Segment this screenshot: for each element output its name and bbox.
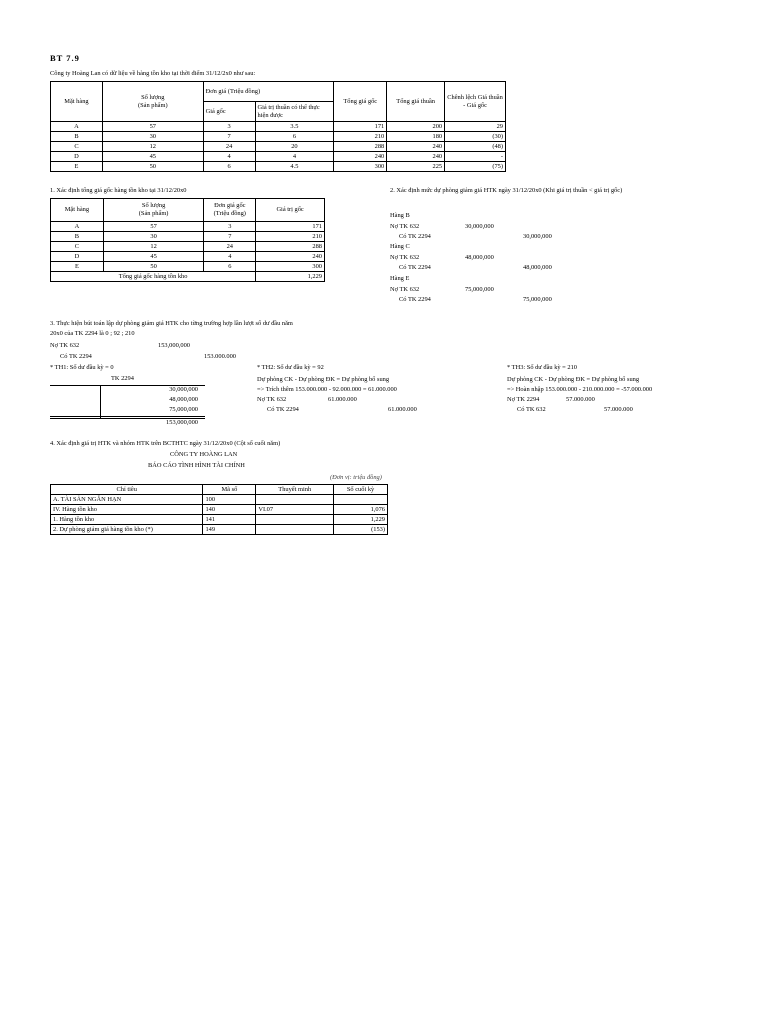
table-row	[51, 525, 388, 535]
cell-item: A	[51, 222, 104, 232]
cell-total-nrv: 180	[387, 132, 445, 142]
cell-cost: 3	[204, 222, 256, 232]
cell-total-cost: 171	[334, 122, 387, 132]
th2-credit-amt: 61.000.000	[388, 406, 417, 413]
cell-cost: 7	[204, 232, 256, 242]
cell-qty: 45	[102, 152, 203, 162]
cell-total-cost: 300	[334, 162, 387, 172]
cell-qty: 12	[103, 242, 204, 252]
header-qty-unit: (Sản phẩm)	[137, 101, 168, 109]
financial-position-table	[50, 484, 388, 535]
cell-item: D	[51, 152, 103, 162]
cell-cost: 6	[203, 162, 255, 172]
q1-header-value: Giá trị gốc	[256, 199, 325, 222]
cell-qty: 50	[102, 162, 203, 172]
q3-debit: Nợ TK 632	[50, 342, 80, 349]
cell-diff: (30)	[445, 132, 506, 142]
cell-diff: 29	[445, 122, 506, 132]
q4-report-title: BÁO CÁO TÌNH HÌNH TÀI CHÍNH	[148, 462, 245, 469]
th3-debit: Nợ TK 2294	[507, 396, 540, 403]
table-row	[51, 262, 325, 272]
th3-formula: Dự phòng CK - Dự phòng ĐK = Dự phòng bổ sung	[507, 376, 640, 383]
q2-credit-amt-e: 75,000,000	[523, 296, 552, 303]
cell-note: VI.07	[256, 505, 334, 515]
cell-nrv: 4.5	[255, 162, 334, 172]
cell-code: 100	[203, 495, 256, 505]
cell-code: 140	[203, 505, 256, 515]
th2-result: => Trích thêm 153.000.000 - 92.000.000 = 61.000.000	[257, 386, 397, 393]
th3-title: * TH3: Số dư đầu kỳ = 210	[507, 364, 577, 371]
cell-value: 210	[256, 232, 325, 242]
q1-header-unit-cost	[204, 199, 256, 222]
th2-debit: Nợ TK 632	[257, 396, 287, 403]
cell-total-nrv: 240	[387, 142, 445, 152]
cell-total-cost: 210	[334, 132, 387, 142]
cell-end: 1,229	[334, 515, 388, 525]
cell-end: 1,076	[334, 505, 388, 515]
cell-diff: -	[445, 152, 506, 162]
header-item: Mặt hàng	[51, 82, 103, 122]
cell-item: E	[51, 162, 103, 172]
cell-qty: 57	[103, 222, 204, 232]
cell-cost: 7	[203, 132, 255, 142]
header-qty	[102, 82, 203, 122]
th3-credit-amt: 57.000.000	[604, 406, 633, 413]
table-row	[51, 495, 388, 505]
th1-total: 153,000,000	[166, 419, 198, 426]
table-row	[51, 252, 325, 262]
q4-header-note: Thuyết minh	[256, 485, 334, 495]
table-row	[51, 122, 506, 132]
q2-label-b: Hàng B	[390, 212, 410, 219]
cell-cost: 6	[204, 262, 256, 272]
cell-qty: 50	[103, 262, 204, 272]
cell-code: 141	[203, 515, 256, 525]
q1-header-unit-cost-label: Đơn giá gốc	[214, 202, 246, 209]
table-row	[51, 222, 325, 232]
th1-title: * TH1: Số dư đầu kỳ = 0	[50, 364, 114, 371]
cell-diff: (48)	[445, 142, 506, 152]
cell-note	[256, 515, 334, 525]
th1-account: TK 2294	[111, 375, 134, 382]
header-qty-label: Số lượng	[141, 93, 165, 101]
q2-credit-b: Có TK 2294	[399, 233, 431, 240]
cell-item: A. TÀI SẢN NGẮN HẠN	[51, 495, 203, 505]
th1-amount-1: 30,000,000	[169, 386, 198, 393]
exercise-title: BT 7.9	[50, 53, 80, 63]
cell-end	[334, 495, 388, 505]
q1-heading: 1. Xác định tổng giá gốc hàng tồn kho tại 31/12/20x0	[50, 187, 187, 194]
header-diff: Chênh lệch Giá thuần - Giá gốc	[445, 82, 506, 122]
q3-heading-line1: 3. Thực hiện bút toán lập dự phòng giảm giá HTK cho từng trường hợp lần lượt số dư đầu năm	[50, 320, 293, 327]
cell-item: C	[51, 142, 103, 152]
table-row	[51, 142, 506, 152]
cell-item: E	[51, 262, 104, 272]
cell-code: 149	[203, 525, 256, 535]
q2-heading: 2. Xác định mức dự phòng giảm giá HTK ngày 31/12/20x0 (Khi giá trị thuần < giá trị gốc)	[390, 187, 623, 194]
cell-cost: 4	[204, 252, 256, 262]
table-row	[51, 152, 506, 162]
cell-value: 300	[256, 262, 325, 272]
cell-item: D	[51, 252, 104, 262]
q1-total-label: Tổng giá gốc hàng tồn kho	[51, 272, 256, 282]
table-row	[51, 242, 325, 252]
inventory-data-table	[50, 81, 506, 172]
cell-qty: 30	[103, 232, 204, 242]
t-account-center-line	[100, 385, 101, 419]
q3-credit-amt: 153.000.000	[204, 353, 236, 360]
th3-result: => Hoàn nhập 153.000.000 - 210.000.000 = -57.000.000	[507, 386, 653, 393]
cell-cost: 24	[204, 242, 256, 252]
q4-header-end: Số cuối kỳ	[334, 485, 388, 495]
q4-header-item: Chỉ tiêu	[51, 485, 203, 495]
cell-total-cost: 288	[334, 142, 387, 152]
table-row	[51, 232, 325, 242]
q2-debit-amt-c: 48,000,000	[465, 254, 494, 261]
th3-credit: Có TK 632	[517, 406, 546, 413]
cell-item: 2. Dự phòng giảm giá hàng tồn kho (*)	[51, 525, 203, 535]
cell-item: A	[51, 122, 103, 132]
q1-header-qty	[103, 199, 204, 222]
q2-credit-amt-b: 30,000,000	[523, 233, 552, 240]
cell-nrv: 20	[255, 142, 334, 152]
header-nrv: Giá trị thuần có thể thực hiện được	[255, 102, 334, 122]
q4-heading: 4. Xác định giá trị HTK và nhóm HTK trên BCTHTC ngày 31/12/20x0 (Cột số cuối năm)	[50, 440, 281, 447]
q4-header-code: Mã số	[203, 485, 256, 495]
table-row	[51, 515, 388, 525]
t-account-total-line-1	[50, 416, 205, 417]
cell-value: 288	[256, 242, 325, 252]
cell-item: IV. Hàng tồn kho	[51, 505, 203, 515]
cell-cost: 24	[203, 142, 255, 152]
q2-label-c: Hàng C	[390, 243, 410, 250]
cell-item: 1. Hàng tồn kho	[51, 515, 203, 525]
cell-qty: 57	[102, 122, 203, 132]
header-total-nrv: Tổng giá thuần	[387, 82, 445, 122]
q2-credit-amt-c: 48,000,000	[523, 264, 552, 271]
cell-qty: 30	[102, 132, 203, 142]
intro-text: Công ty Hoàng Lan có dữ liệu về hàng tồn kho tại thời điểm 31/12/2x0 như sau:	[50, 70, 256, 77]
cell-cost: 4	[203, 152, 255, 162]
q2-credit-c: Có TK 2294	[399, 264, 431, 271]
cell-item: B	[51, 132, 103, 142]
q3-credit: Có TK 2294	[60, 353, 92, 360]
table-row	[51, 162, 506, 172]
q3-heading-line2: 20x0 của TK 2294 là 0 ; 92 ; 210	[50, 330, 135, 337]
q2-debit-amt-e: 75,000,000	[465, 286, 494, 293]
header-cost: Giá gốc	[203, 102, 255, 122]
q2-debit-c: Nợ TK 632	[390, 254, 420, 261]
cell-diff: (75)	[445, 162, 506, 172]
cell-nrv: 6	[255, 132, 334, 142]
q1-header-qty-label: Số lượng	[141, 202, 166, 209]
header-total-cost: Tổng giá gốc	[334, 82, 387, 122]
q2-debit-e: Nợ TK 632	[390, 286, 420, 293]
cell-item: B	[51, 232, 104, 242]
th1-amount-2: 48,000,000	[169, 396, 198, 403]
q2-debit-b: Nợ TK 632	[390, 223, 420, 230]
th2-formula: Dự phòng CK - Dự phòng ĐK = Dự phòng bổ sung	[257, 376, 390, 383]
cell-total-nrv: 225	[387, 162, 445, 172]
cell-total-cost: 240	[334, 152, 387, 162]
q1-header-item: Mặt hàng	[51, 199, 104, 222]
cell-end: (153)	[334, 525, 388, 535]
cell-note	[256, 525, 334, 535]
th2-credit: Có TK 2294	[267, 406, 299, 413]
cell-note	[256, 495, 334, 505]
q2-label-e: Hàng E	[390, 275, 410, 282]
q1-total-value: 1,229	[256, 272, 325, 282]
cell-qty: 45	[103, 252, 204, 262]
cell-nrv: 3.5	[255, 122, 334, 132]
q3-debit-amt: 153,000,000	[158, 342, 190, 349]
cell-nrv: 4	[255, 152, 334, 162]
th2-title: * TH2: Số dư đầu kỳ = 92	[257, 364, 324, 371]
cell-value: 240	[256, 252, 325, 262]
th3-debit-amt: 57.000.000	[566, 396, 595, 403]
cell-qty: 12	[102, 142, 203, 152]
q4-unit-note: (Đơn vị: triệu đồng)	[330, 474, 382, 481]
q2-credit-e: Có TK 2294	[399, 296, 431, 303]
q2-debit-amt-b: 30,000,000	[465, 223, 494, 230]
table-row	[51, 505, 388, 515]
q4-company: CÔNG TY HOÀNG LAN	[170, 451, 238, 458]
cell-total-nrv: 240	[387, 152, 445, 162]
q1-cost-table	[50, 198, 325, 282]
th2-debit-amt: 61.000.000	[328, 396, 357, 403]
header-unit-price: Đơn giá (Triệu đồng)	[203, 82, 334, 102]
th1-amount-3: 75,000,000	[169, 406, 198, 413]
cell-item: C	[51, 242, 104, 252]
cell-total-nrv: 200	[387, 122, 445, 132]
q1-header-qty-unit: (Sản phẩm)	[138, 210, 169, 217]
q1-header-unit-cost-unit: (Triệu đồng)	[213, 210, 246, 217]
table-row	[51, 132, 506, 142]
cell-value: 171	[256, 222, 325, 232]
cell-cost: 3	[203, 122, 255, 132]
